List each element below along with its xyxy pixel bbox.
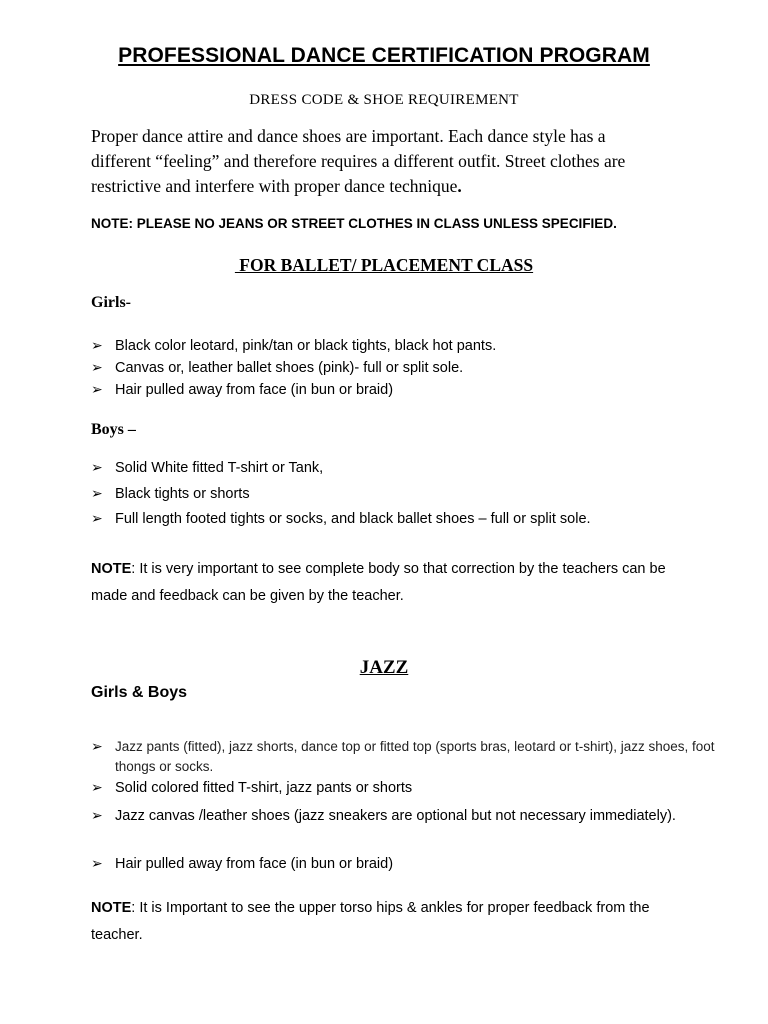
arrowhead-bullet-icon: ➢: [91, 485, 103, 501]
document-subtitle: DRESS CODE & SHOE REQUIREMENT: [249, 92, 519, 108]
note-label: NOTE: [91, 561, 132, 577]
ballet-section-heading: FOR BALLET/ PLACEMENT CLASS: [234, 255, 534, 275]
intro-paragraph: [91, 124, 691, 199]
document-title: PROFESSIONAL DANCE CERTIFICATION PROGRAM: [118, 44, 650, 67]
intro-line-1: Proper dance attire and dance shoes are important. Each dance style has a: [91, 126, 606, 146]
intro-line-3: restrictive and interfere with proper dance technique: [91, 176, 458, 196]
list-item: [91, 779, 412, 796]
arrowhead-bullet-icon: ➢: [91, 510, 103, 526]
list-item-text: Hair pulled away from face (in bun or braid): [115, 856, 394, 872]
arrowhead-bullet-icon: ➢: [91, 779, 103, 795]
intro-line-2: different “feeling” and therefore requires a different outfit. Street clothes are: [91, 151, 626, 171]
list-item-text: Jazz pants (fitted), jazz shorts, dance top or fitted top (sports bras, leotard or t-shirt), jazz shoes, foot thongs or socks.: [115, 739, 715, 774]
list-item-text: Solid White fitted T-shirt or Tank,: [115, 460, 324, 476]
list-item: [91, 337, 496, 354]
list-item: [91, 736, 715, 777]
note-text: : It is very important to see complete body so that correction by the teachers can be made and feedback can be given by the teacher.: [91, 561, 666, 604]
boys-label: Boys –: [91, 421, 136, 438]
intro-end-mark: .: [457, 176, 462, 196]
arrowhead-bullet-icon: ➢: [91, 855, 103, 871]
note-text: : It is Important to see the upper torso hips & ankles for proper feedback from the teacher.: [91, 900, 650, 943]
jazz-section-heading: JAZZ: [359, 657, 409, 678]
ballet-note: [91, 556, 691, 610]
list-item: [91, 485, 250, 502]
note-label: NOTE: [91, 900, 132, 916]
list-item-text: Canvas or, leather ballet shoes (pink)- full or split sole.: [115, 360, 464, 376]
arrowhead-bullet-icon: ➢: [91, 359, 103, 375]
list-item: [91, 510, 591, 527]
list-item-text: Solid colored fitted T-shirt, jazz pants or shorts: [115, 780, 413, 796]
list-item: [91, 855, 393, 872]
list-item-text: Jazz canvas /leather shoes (jazz sneakers are optional but not necessary immediately).: [115, 808, 676, 824]
list-item: [91, 381, 393, 398]
general-note: NOTE: PLEASE NO JEANS OR STREET CLOTHES IN CLASS UNLESS SPECIFIED.: [91, 216, 617, 231]
arrowhead-bullet-icon: ➢: [91, 381, 103, 397]
jazz-note: [91, 895, 691, 949]
list-item: [91, 803, 715, 829]
list-item: [91, 359, 463, 376]
girls-label: Girls-: [91, 294, 131, 311]
list-item-text: Hair pulled away from face (in bun or braid): [115, 382, 394, 398]
arrowhead-bullet-icon: ➢: [91, 738, 103, 754]
list-item: [91, 459, 323, 476]
arrowhead-bullet-icon: ➢: [91, 807, 103, 823]
list-item-text: Black color leotard, pink/tan or black tights, black hot pants.: [115, 338, 497, 354]
arrowhead-bullet-icon: ➢: [91, 459, 103, 475]
list-item-text: Full length footed tights or socks, and black ballet shoes – full or split sole.: [115, 511, 591, 527]
arrowhead-bullet-icon: ➢: [91, 337, 103, 353]
girls-boys-label: Girls & Boys: [91, 684, 188, 701]
list-item-text: Black tights or shorts: [115, 486, 250, 502]
